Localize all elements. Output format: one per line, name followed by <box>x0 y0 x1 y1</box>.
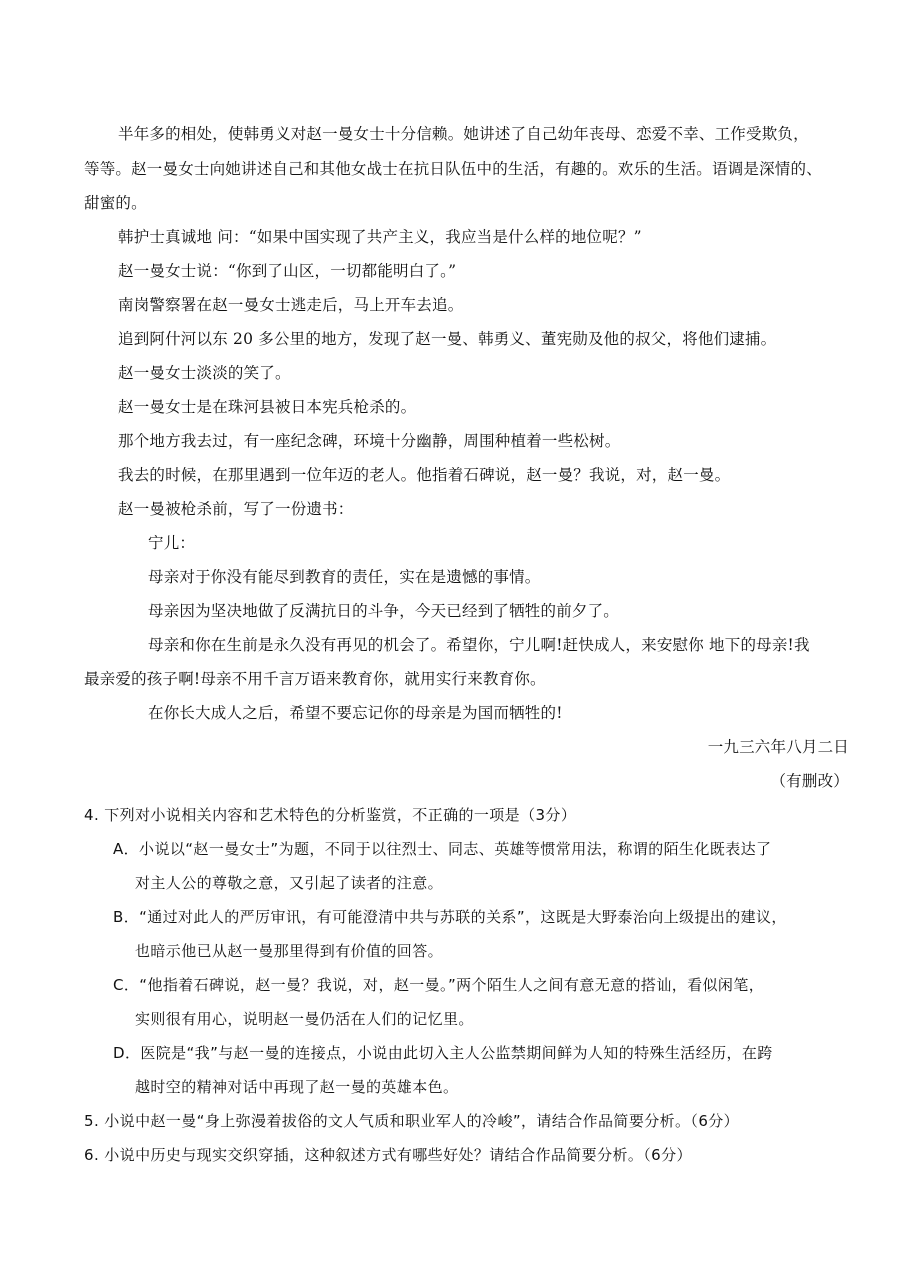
story-paragraph-10: 赵一曼被枪杀前，写了一份遗书： <box>118 500 354 518</box>
story-paragraph-1-line-1: 半年多的相处，使韩勇义对赵一曼女士十分信赖。她讲述了自己幼年丧母、恋爱不幸、工作受欺负， <box>118 125 809 143</box>
question-6: 6. 小说中历史与现实交织穿插，这种叙述方式有哪些好处？请结合作品简要分析。（6分） <box>84 1146 692 1164</box>
question-4-option-b-line-2: 也暗示他已从赵一曼那里得到有价值的回答。 <box>135 942 444 960</box>
story-paragraph-9: 我去的时候，在那里遇到一位年迈的老人。他指着石碑说，赵一曼？我说，对，赵一曼。 <box>118 466 731 484</box>
question-5: 5. 小说中赵一曼“身上弥漫着拔俗的文人气质和职业军人的冷峻”，请结合作品简要分析。（6分） <box>84 1112 740 1130</box>
story-paragraph-1-line-2: 等等。赵一曼女士向她讲述自己和其他女战士在抗日队伍中的生活，有趣的。欢乐的生活。语调是深情的、 <box>84 160 822 178</box>
story-paragraph-3: 赵一曼女士说：“你到了山区，一切都能明白了。” <box>118 262 457 280</box>
question-4-option-a-line-2: 对主人公的尊敬之意，又引起了读者的注意。 <box>135 874 444 892</box>
question-4-stem: 4. 下列对小说相关内容和艺术特色的分析鉴赏，不正确的一项是（3分） <box>84 806 577 824</box>
letter-date: 一九三六年八月二日 <box>707 738 849 756</box>
story-paragraph-4: 南岗警察署在赵一曼女士逃走后，马上开车去追。 <box>118 296 464 314</box>
story-paragraph-1-line-3: 甜蜜的。 <box>84 194 147 212</box>
letter-line-3a: 母亲和你在生前是永久没有再见的机会了。希望你，宁儿啊!赶快成人，来安慰你 地下的母亲!我 <box>148 636 810 654</box>
story-paragraph-2: 韩护士真诚地 问：“如果中国实现了共产主义，我应当是什么样的地位呢？” <box>118 228 642 246</box>
story-paragraph-5: 追到阿什河以东 20 多公里的地方，发现了赵一曼、韩勇义、董宪勋及他的叔父，将他们逮捕。 <box>118 330 777 348</box>
question-4-option-d-line-1: D．医院是“我”与赵一曼的连接点，小说由此切入主人公监禁期间鲜为人知的特殊生活经历，在跨 <box>113 1044 773 1062</box>
question-4-option-d-line-2: 越时空的精神对话中再现了赵一曼的英雄本色。 <box>135 1078 459 1096</box>
letter-salutation: 宁儿： <box>148 534 196 552</box>
question-4-option-b-line-1: B．“通过对此人的严厉审讯，有可能澄清中共与苏联的关系”，这既是大野泰治向上级提出的建议， <box>113 908 787 926</box>
story-paragraph-6: 赵一曼女士淡淡的笑了。 <box>118 364 291 382</box>
question-4-option-a-line-1: A．小说以“赵一曼女士”为题，不同于以往烈士、同志、英雄等惯常用法，称谓的陌生化既表达了 <box>113 840 772 858</box>
letter-line-4: 在你长大成人之后，希望不要忘记你的母亲是为国而牺牲的! <box>148 704 563 722</box>
source-note: （有删改） <box>770 772 849 790</box>
letter-line-1: 母亲对于你没有能尽到教育的责任，实在是遗憾的事情。 <box>148 568 541 586</box>
story-paragraph-7: 赵一曼女士是在珠河县被日本宪兵枪杀的。 <box>118 398 417 416</box>
question-4-option-c-line-1: C．“他指着石碑说，赵一曼？我说，对，赵一曼。”两个陌生人之间有意无意的搭讪，看似闲笔， <box>113 976 765 994</box>
letter-line-3b: 最亲爱的孩子啊!母亲不用千言万语来教育你，就用实行来教育你。 <box>84 670 546 688</box>
letter-line-2: 母亲因为坚决地做了反满抗日的斗争，今天已经到了牺牲的前夕了。 <box>148 602 620 620</box>
story-paragraph-8: 那个地方我去过，有一座纪念碑，环境十分幽静，周围种植着一些松树。 <box>118 432 621 450</box>
question-4-option-c-line-2: 实则很有用心，说明赵一曼仍活在人们的记忆里。 <box>135 1010 474 1028</box>
